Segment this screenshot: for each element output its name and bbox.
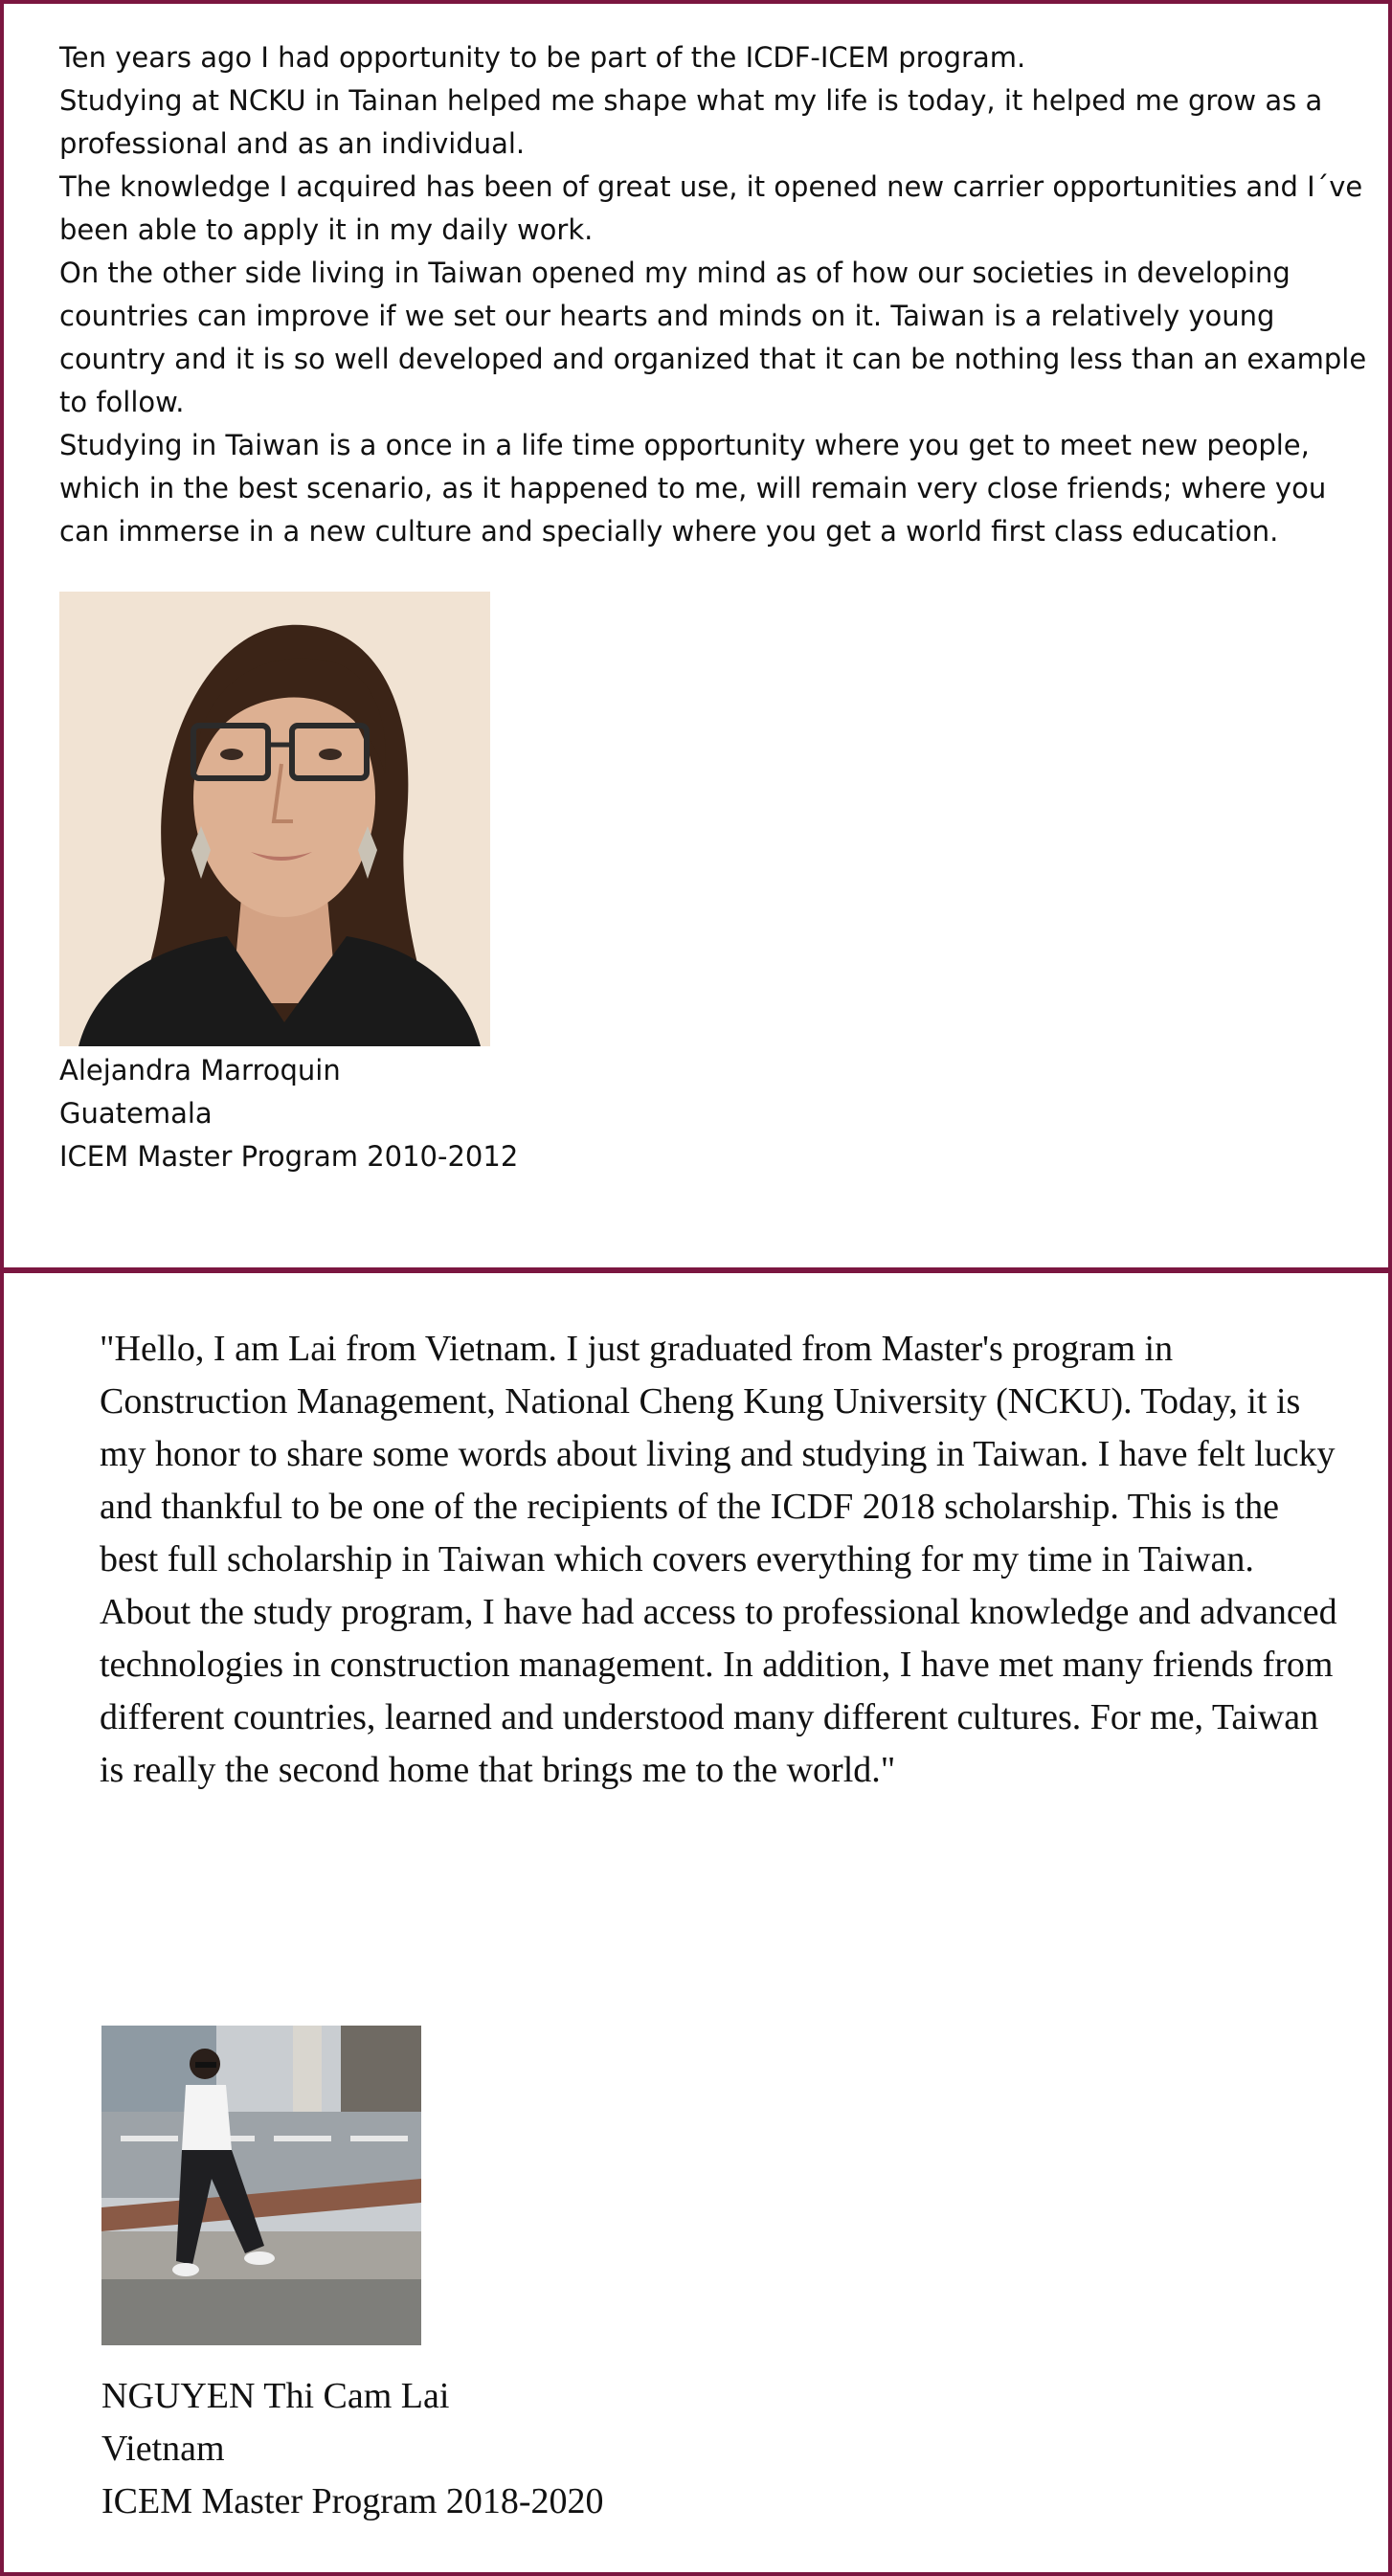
author-caption	[59, 1049, 518, 1178]
testimonial-paragraph: Studying at NCKU in Tainan helped me shape what my life is today, it helped me grow as a professional and as an individual.	[59, 84, 1323, 160]
testimonial-paragraph: The knowledge I acquired has been of great use, it opened new carrier opportunities and I´ve been able to apply it in my daily work.	[59, 170, 1363, 246]
testimonial-paragraph: On the other side living in Taiwan opened my mind as of how our societies in developing countries can improve if we set our hearts and minds on it. Taiwan is a relatively young country and it is so well developed and organized that it can be nothing less than an example to follow.	[59, 257, 1367, 418]
portrait-photo	[59, 592, 490, 1046]
author-name: NGUYEN Thi Cam Lai	[101, 2376, 450, 2416]
author-program: ICEM Master Program 2018-2020	[101, 2481, 604, 2521]
author-name: Alejandra Marroquin	[59, 1054, 341, 1086]
author-program: ICEM Master Program 2010-2012	[59, 1140, 519, 1173]
testimonial-text	[59, 36, 1371, 553]
author-country: Guatemala	[59, 1097, 213, 1130]
author-country: Vietnam	[101, 2429, 225, 2469]
testimonial-text	[100, 1323, 1344, 1797]
testimonial-paragraph: Studying in Taiwan is a once in a life time opportunity where you get to meet new people, which in the best scenario, as it happened to me, will remain very close friends; where you can immerse in a new culture and specially where you get a world first class education.	[59, 429, 1327, 548]
testimonial-card-lai	[0, 1269, 1392, 2576]
testimonial-paragraph: "Hello, I am Lai from Vietnam. I just graduated from Master's program in Construction Management, National Cheng Kung University (NCKU). Today, it is my honor to share some words about living and studying in Taiwan. I have felt lucky and thankful to be one of the recipients of the ICDF 2018 scholarship. This is the best full scholarship in Taiwan which covers everything for my time in Taiwan.	[100, 1329, 1336, 1579]
testimonial-paragraph: Ten years ago I had opportunity to be part of the ICDF-ICEM program.	[59, 41, 1026, 74]
testimonial-paragraph: About the study program, I have had access to professional knowledge and advanced technologies in construction management. In addition, I have met many friends from different countries, learned and understood many different cultures. For me, Taiwan is really the second home that brings me to the world."	[100, 1592, 1337, 1790]
testimonial-card-alejandra	[0, 0, 1392, 1271]
author-caption	[101, 2370, 604, 2528]
portrait-photo	[101, 2026, 421, 2345]
